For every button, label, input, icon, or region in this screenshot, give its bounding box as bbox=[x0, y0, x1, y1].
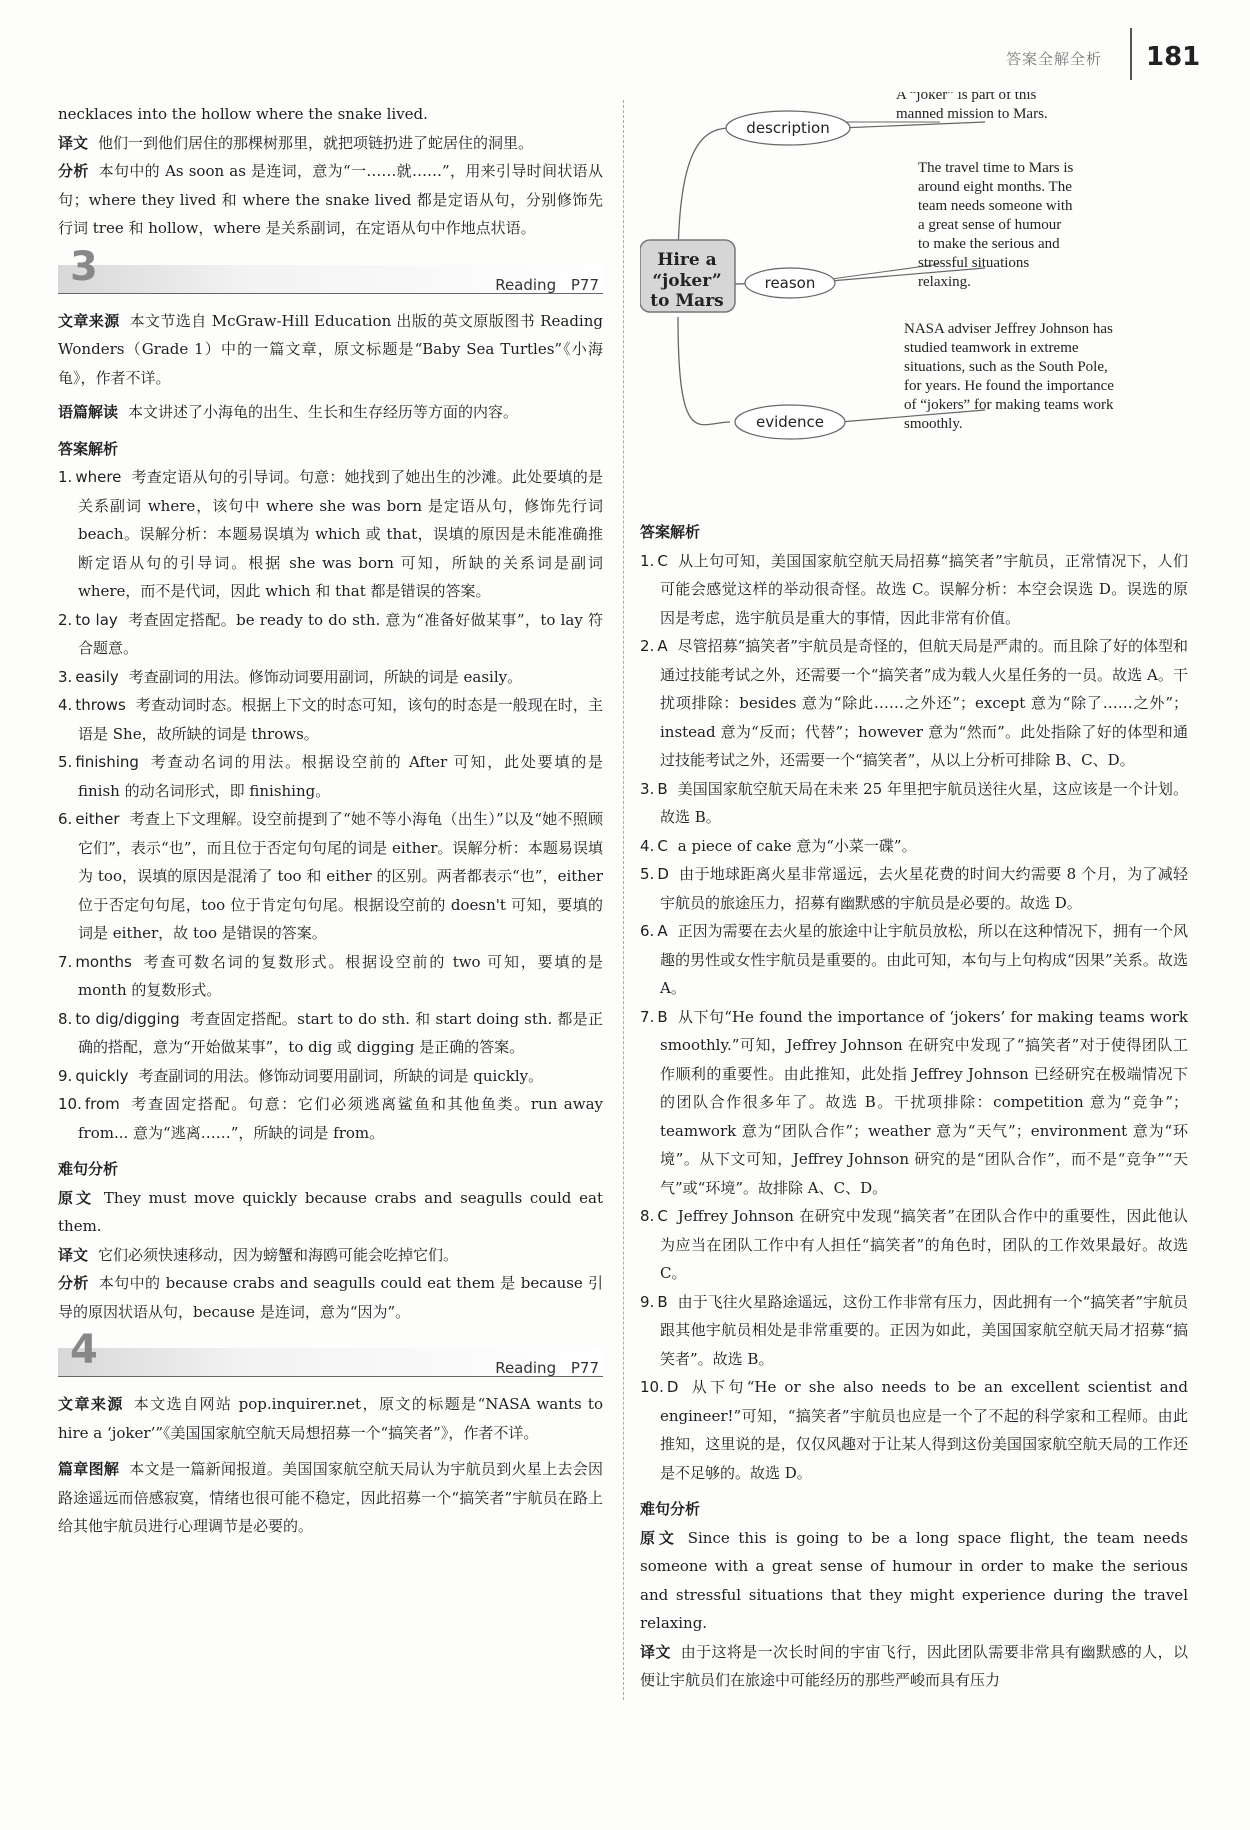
difficult-sentence-heading: 难句分析 bbox=[58, 1160, 119, 1178]
answer-explanation: 考查动名词的用法。根据设空前的 After 可知，此处要填的是 finish 的动名词形式，即 finishing。 bbox=[78, 753, 603, 800]
intro-line: necklaces into the hollow where the snake lived. bbox=[58, 105, 428, 123]
reason-text-7: relaxing. bbox=[918, 274, 971, 290]
answer-explanation: 从下句“He or she also needs to be an excellent scientist and engineer!”可知，“搞笑者”宇航员也应是一个了不起的科学家和工程师。由此推知，这里说的是，仅仅风趣对于让某人得到这份美国国家航空航天局的工作还是不足够的。故选 D。 bbox=[660, 1378, 1188, 1482]
answer-key: 10. from bbox=[58, 1095, 120, 1113]
difficult-analysis: 分析 本句中的 because crabs and seagulls could eat them 是 because 引导的原因状语从句，because 是连词，意为“因为”。 bbox=[58, 1274, 603, 1321]
section-number: 3 bbox=[70, 243, 98, 290]
answer-item bbox=[58, 606, 603, 663]
reason-text-6: stressful situations bbox=[918, 255, 1030, 271]
answer-item bbox=[640, 547, 1188, 633]
evidence-text-3: situations, such as the South Pole, bbox=[904, 359, 1108, 375]
answer-item bbox=[640, 917, 1188, 1003]
center-line-1: Hire a bbox=[657, 250, 717, 270]
answer-key: 7. B bbox=[640, 1007, 668, 1026]
answer-key: 1. C bbox=[640, 551, 668, 570]
header-divider bbox=[1130, 28, 1132, 80]
evidence-text-1: NASA adviser Jeffrey Johnson has bbox=[904, 321, 1113, 337]
answer-explanation: 从下句“He found the importance of ‘jokers’ for making teams work smoothly.”可知，Jeffrey Johnson 在研究中发现了“搞笑者”对于使得团队工作顺利的重要性。由此推知，此处指 Jeffrey Johnson 已经研究在极端情况下的团队合作很多年了。故选 B。干扰项排除：competition 意为“竞争”；teamwork 意为“团队合作”；weather 意为“天气”；environment 意为“环境”。从下文可知，Jeffrey Johnson 研究的是“团队合作”，而不是“竞争”“天气”或“环境”。故排除 A、C、D。 bbox=[660, 1007, 1188, 1197]
center-line-2: “joker” bbox=[652, 271, 722, 291]
section-3-header bbox=[58, 243, 603, 301]
answer-key: 1. where bbox=[58, 468, 122, 486]
answer-item bbox=[58, 1005, 603, 1062]
answer-explanation: 考查副词的用法。修饰动词要用副词，所缺的词是 quickly。 bbox=[138, 1066, 544, 1085]
answer-key: 3. B bbox=[640, 779, 668, 798]
answer-explanation: 考查上下文理解。设空前提到了“她不等小海龟（出生）”以及“她不照顾它们”，表示“也”，而且位于否定句句尾的词是 either。误解分析：本题易误填为 too，误填的原因是混淆了 too 和 either 的区别。两者都表示“也”，either 位于否定句句尾，too 位于肯定句句尾。根据设空前的 doesn't 可知，要填的词是 either，故 too 是错误的答案。 bbox=[78, 810, 603, 942]
answer-explanation: 尽管招募“搞笑者”宇航员是奇怪的，但航天局是严肃的。而且除了好的体型和通过技能考试之外，还需要一个“搞笑者”成为载人火星任务的一员。故选 A。干扰项排除：besides 意为“除此……之外还”；except 意为“除了……之外”；instead 意为“反而；代替”；however 意为“然而”。此处指除了好的体型和通过技能考试之外，还需要一个“搞笑者”，从以上分析可排除 B、C、D。 bbox=[660, 637, 1188, 769]
intro-translation: 译文 他们一到他们居住的那棵树那里，就把项链扔进了蛇居住的洞里。 bbox=[58, 133, 534, 152]
answer-explanation: a piece of cake 意为“小菜一碟”。 bbox=[677, 836, 917, 855]
answer-list bbox=[640, 547, 1188, 1488]
answer-key: 2. to lay bbox=[58, 610, 118, 629]
evidence-text-6: smoothly. bbox=[904, 416, 963, 432]
answer-key: 8. C bbox=[640, 1207, 668, 1225]
answer-item bbox=[58, 805, 603, 948]
answer-explanation: Jeffrey Johnson 在研究中发现“搞笑者”在团队合作中的重要性，因此他认为应当在团队工作中有人担任“搞笑者”的角色时，团队的工作效果最好。故选 C。 bbox=[660, 1207, 1188, 1282]
answer-item bbox=[640, 775, 1188, 832]
mind-map-svg bbox=[640, 92, 1200, 512]
label-reason: reason bbox=[764, 274, 816, 292]
answer-item bbox=[58, 748, 603, 805]
answer-item bbox=[640, 860, 1188, 917]
answer-key: 5. finishing bbox=[58, 753, 139, 771]
answer-explanation: 考查可数名词的复数形式。根据设空前的 two 可知，要填的是 month 的复数形式。 bbox=[78, 952, 603, 999]
answer-key: 2. A bbox=[640, 637, 668, 655]
answer-item bbox=[640, 1003, 1188, 1203]
section3-source: 文章来源 本文节选自 McGraw-Hill Education 出版的英文原版图书 Reading Wonders（Grade 1）中的一篇文章，原文标题是“Baby Sea Turtles”《小海龟》，作者不详。 bbox=[58, 311, 603, 387]
reason-text-3: team needs someone with bbox=[918, 198, 1073, 214]
section3-reading: 语篇解读 本文讲述了小海龟的出生、生长和生存经历等方面的内容。 bbox=[58, 403, 519, 421]
section-4-header bbox=[58, 1327, 603, 1384]
page-number: 181 bbox=[1146, 42, 1201, 72]
label-description: description bbox=[746, 119, 830, 137]
header-title: 答案全解全析 bbox=[1005, 50, 1102, 68]
answer-item bbox=[640, 632, 1188, 775]
center-line-3: to Mars bbox=[650, 291, 724, 311]
answer-list bbox=[58, 463, 603, 1147]
section-tag: Reading P77 bbox=[495, 1359, 599, 1377]
answer-item bbox=[58, 948, 603, 1005]
mind-map bbox=[640, 92, 1200, 512]
answer-item bbox=[58, 1090, 603, 1147]
answer-explanation: 从上句可知，美国国家航空航天局招募“搞笑者”宇航员，正常情况下，人们可能会感觉这样的举动很奇怪。故选 C。误解分析：本空会误选 D。误选的原因是考虑，选宇航员是重大的事情，因此非常有价值。 bbox=[660, 551, 1188, 627]
answer-explanation: 正因为需要在去火星的旅途中让宇航员放松，所以在这种情况下，拥有一个风趣的男性或女性宇航员是重要的。由此可知，本句与上句构成“因果”关系。故选 A。 bbox=[660, 922, 1188, 997]
difficult-sentence-heading: 难句分析 bbox=[640, 1500, 701, 1518]
evidence-text-2: studied teamwork in extreme bbox=[904, 340, 1079, 356]
answer-key: 7. months bbox=[58, 952, 132, 971]
page-header bbox=[0, 28, 1250, 88]
right-column bbox=[640, 518, 1188, 1695]
section4-source: 文章来源 本文选自网站 pop.inquirer.net，原文的标题是“NASA wants to hire a ‘joker’”《美国国家航空航天局想招募一个“搞笑者”》，作者不详。 bbox=[58, 1395, 603, 1442]
answer-item bbox=[58, 691, 603, 748]
answer-explanation: 由于飞往火星路途遥远，这份工作非常有压力，因此拥有一个“搞笑者”宇航员跟其他宇航员相处是非常重要的。正因为如此，美国国家航空航天局才招募“搞笑者”。故选 B。 bbox=[660, 1292, 1188, 1368]
label-evidence: evidence bbox=[755, 413, 825, 431]
answer-item bbox=[640, 832, 1188, 861]
answer-item bbox=[58, 663, 603, 692]
answer-explanation: 考查固定搭配。be ready to do sth. 意为“准备好做某事”，to lay 符合题意。 bbox=[78, 610, 603, 657]
left-column bbox=[58, 100, 603, 1541]
answer-item bbox=[58, 1062, 603, 1091]
answer-key: 8. to dig/digging bbox=[58, 1009, 180, 1028]
section-number: 4 bbox=[70, 1327, 98, 1373]
column-divider bbox=[623, 100, 624, 1700]
evidence-text-5: of “jokers” for making teams work bbox=[904, 397, 1114, 413]
difficult-translation: 译文 由于这将是一次长时间的宇宙飞行，因此团队需要非常具有幽默感的人，以便让宇航员们在旅途中可能经历的那些严峻而具有压力 bbox=[640, 1642, 1188, 1689]
answer-key: 3. easily bbox=[58, 667, 119, 686]
answer-explanation: 考查副词的用法。修饰动词要用副词，所缺的词是 easily。 bbox=[128, 667, 523, 686]
reason-text-4: a great sense of humour bbox=[918, 217, 1062, 233]
section-tag: Reading P77 bbox=[495, 275, 599, 294]
reason-text-5: to make the serious and bbox=[918, 236, 1060, 252]
difficult-original: 原文 Since this is going to be a long space flight, the team needs someone with a great sense of humour in order to make the serious and stressful situations that they might experience during the travel relaxing. bbox=[640, 1528, 1188, 1632]
answer-key: 4. C bbox=[640, 836, 668, 855]
answer-key: 6. A bbox=[640, 922, 668, 940]
difficult-original: 原文 They must move quickly because crabs and seagulls could eat them. bbox=[58, 1188, 603, 1235]
answer-item bbox=[640, 1202, 1188, 1288]
answer-item bbox=[640, 1288, 1188, 1374]
answer-explanation: 美国国家航空航天局在未来 25 年里把宇航员送往火星，这应该是一个计划。故选 B。 bbox=[660, 779, 1188, 826]
answer-explanation: 考查固定搭配。句意：它们必须逃离鲨鱼和其他鱼类。run away from... 意为“逃离……”，所缺的词是 from。 bbox=[78, 1095, 603, 1142]
answer-explanation: 考查定语从句的引导词。句意：她找到了她出生的沙滩。此处要填的是关系副词 where，该句中 where she was born 是定语从句，修饰先行词 beach。误解分析：本题易误填为 which 或 that，误填的原因是未能准确推断定语从句的引导词。根据 she was born 可知，所缺的关系词是副词 where，而不是代词，因此 which 和 that 都是错误的答案。 bbox=[78, 468, 603, 600]
answer-key: 5. D bbox=[640, 865, 669, 883]
answer-explanation: 由于地球距离火星非常遥远，去火星花费的时间大约需要 8 个月，为了减轻宇航员的旅途压力，招募有幽默感的宇航员是必要的。故选 D。 bbox=[660, 865, 1188, 912]
answer-item bbox=[58, 463, 603, 606]
answer-key: 9. quickly bbox=[58, 1066, 129, 1085]
section4-diagram: 篇章图解 本文是一篇新闻报道。美国国家航空航天局认为宇航员到火星上去会因路途遥远而倍感寂寞，情绪也很可能不稳定，因此招募一个“搞笑者”宇航员在路上给其他宇航员进行心理调节是必要的。 bbox=[58, 1460, 603, 1535]
reason-text-2: around eight months. The bbox=[918, 179, 1072, 195]
answer-key: 9. B bbox=[640, 1292, 668, 1311]
intro-analysis: 分析 本句中的 As soon as 是连词，意为“一……就……”，用来引导时间状语从句；where they lived 和 where the snake lived 都是定语从句，分别修饰先行词 tree 和 hollow，where 是关系副词，在定语从句中作地点状语。 bbox=[58, 162, 603, 237]
answers-heading: 答案解析 bbox=[640, 523, 701, 541]
answers-heading: 答案解析 bbox=[58, 439, 119, 458]
difficult-translation: 译文 它们必须快速移动，因为螃蟹和海鸥可能会吃掉它们。 bbox=[58, 1245, 459, 1264]
answer-key: 4. throws bbox=[58, 696, 126, 714]
answer-key: 6. either bbox=[58, 810, 120, 828]
description-text-1: A “joker” is part of this bbox=[896, 92, 1037, 103]
answer-item bbox=[640, 1373, 1188, 1487]
branch-line-evidence bbox=[678, 317, 730, 425]
answer-explanation: 考查动词时态。根据上下文的时态可知，该句的时态是一般现在时，主语是 She，故所缺的词是 throws。 bbox=[78, 696, 603, 743]
description-text-2: manned mission to Mars. bbox=[896, 106, 1048, 122]
answer-explanation: 考查固定搭配。start to do sth. 和 start doing sth. 都是正确的搭配，意为“开始做某事”，to dig 或 digging 是正确的答案。 bbox=[78, 1009, 603, 1056]
evidence-text-4: for years. He found the importance bbox=[904, 378, 1114, 394]
answer-key: 10. D bbox=[640, 1378, 679, 1396]
reason-text-1: The travel time to Mars is bbox=[918, 160, 1074, 176]
